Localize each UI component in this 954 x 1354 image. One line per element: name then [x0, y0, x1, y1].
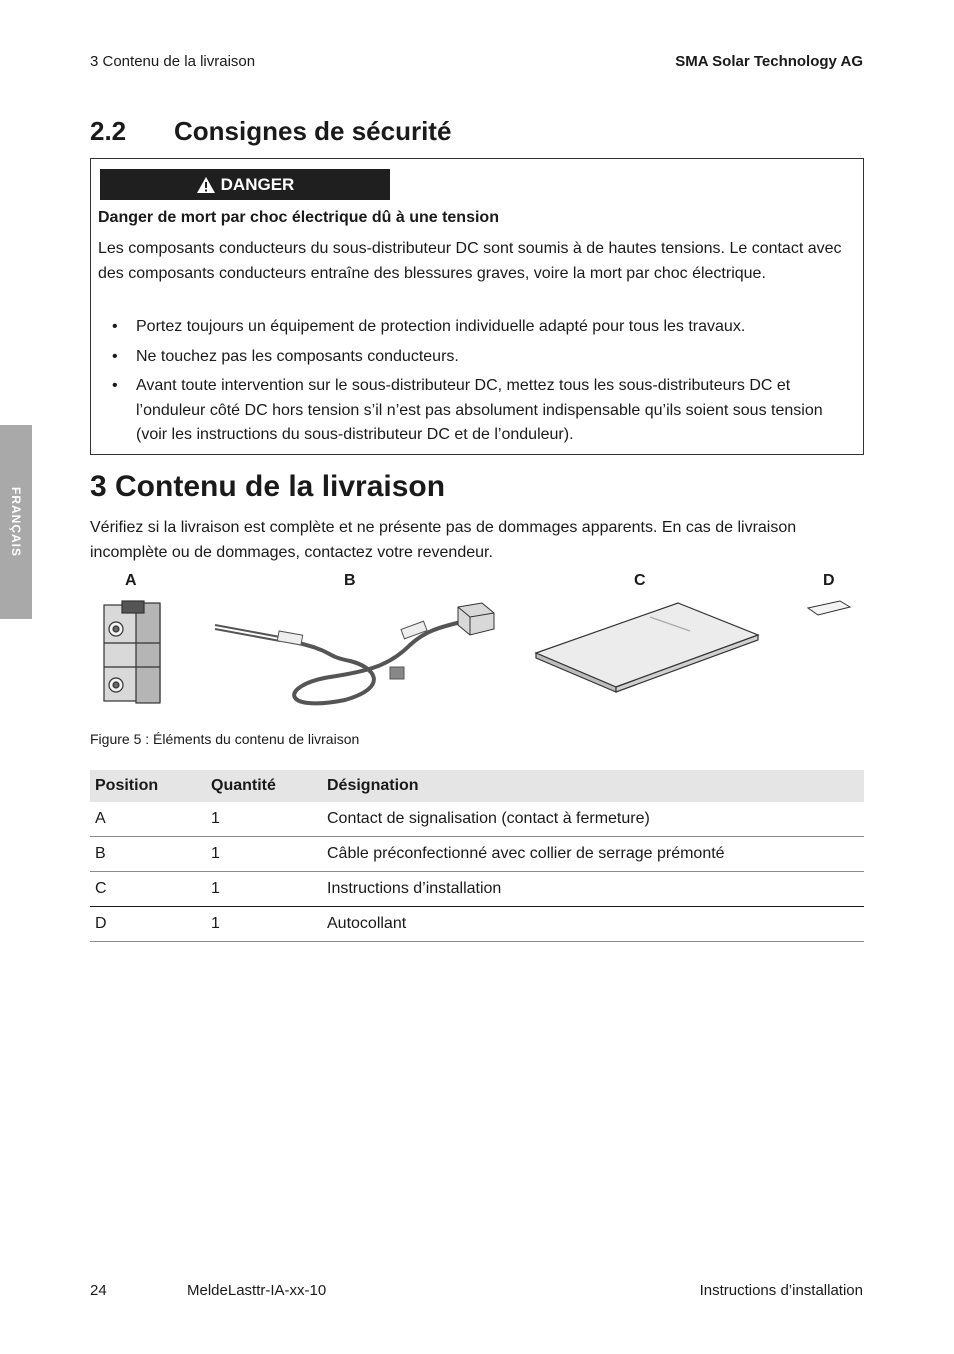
cell-quantity: 1: [206, 872, 322, 907]
warning-triangle-icon: [196, 176, 216, 194]
safety-bullet: • Ne touchez pas les composants conducteurs.: [98, 345, 858, 370]
cell-quantity: 1: [206, 837, 322, 872]
figure-label-a: A: [125, 572, 137, 589]
cell-designation: Autocollant: [322, 907, 864, 942]
figure-label-c: C: [634, 572, 646, 589]
intro-paragraph: Vérifiez si la livraison est complète et ne présente pas de dommages apparents. En cas de livraison incomplète ou de dommages, contactez votre revendeur.: [90, 519, 797, 561]
cell-quantity: 1: [206, 907, 322, 942]
language-tab: [0, 425, 32, 619]
safety-bullet: • Portez toujours un équipement de protection individuelle adapté pour tous les travaux.: [98, 315, 858, 340]
warning-text: Les composants conducteurs du sous-distributeur DC sont soumis à de hautes tensions. Le contact avec des composants conducteurs entraîne des blessures graves, voire la mort par choc électrique.: [98, 240, 842, 282]
cell-position: B: [90, 837, 206, 872]
warning-title: Danger de mort par choc électrique dû à une tension: [98, 209, 499, 226]
header-designation: Désignation: [322, 770, 864, 802]
footer-page-number: 24: [90, 1282, 107, 1299]
delivery-table: [90, 770, 864, 942]
delivery-items-figure: [90, 595, 865, 710]
footer-doc-type: Instructions d’installation: [699, 1282, 863, 1299]
table-row: [90, 872, 864, 907]
cable-drawing: [215, 603, 494, 703]
cell-designation: Câble préconfectionné avec collier de serrage prémonté: [322, 837, 864, 872]
sticker-drawing: [808, 601, 850, 615]
section-number: 2.2: [90, 116, 127, 146]
header-position: Position: [90, 770, 206, 802]
table-row: [90, 837, 864, 872]
section-title: Consignes de sécurité: [174, 116, 452, 146]
cell-position: D: [90, 907, 206, 942]
danger-box: [90, 158, 864, 455]
footer-doc-id: MeldeLasttr-IA-xx-10: [187, 1282, 327, 1299]
header-quantity: Quantité: [206, 770, 322, 802]
danger-label-bar: [100, 169, 390, 200]
figure-label-b: B: [344, 572, 356, 589]
header-chapter: 3 Contenu de la livraison: [90, 53, 256, 70]
table-row: [90, 802, 864, 837]
safety-list: [98, 315, 858, 453]
cell-designation: Instructions d’installation: [322, 872, 864, 907]
figure-label-d: D: [823, 572, 835, 589]
cell-position: C: [90, 872, 206, 907]
section-heading: [90, 116, 451, 147]
header-company: SMA Solar Technology AG: [675, 53, 863, 70]
language-tab-label: FRANÇAIS: [9, 487, 23, 557]
cell-designation: Contact de signalisation (contact à fermeture): [322, 802, 864, 837]
table-row: [90, 907, 864, 942]
figure-caption: Figure 5 : Éléments du contenu de livraison: [90, 731, 360, 747]
manual-drawing: [536, 603, 758, 692]
signal-contact-drawing: [104, 601, 160, 703]
chapter-title: 3 Contenu de la livraison: [90, 470, 446, 503]
cell-position: A: [90, 802, 206, 837]
cell-quantity: 1: [206, 802, 322, 837]
table-header-row: [90, 770, 864, 802]
safety-bullet: • Avant toute intervention sur le sous-distributeur DC, mettez tous les sous-distributeurs DC et l’onduleur côté DC hors tension s’il n’est pas absolument indispensable qu’ils soient sous tension (voir les instructions du sous-distributeur DC et de l’onduleur).: [98, 374, 858, 448]
danger-label: DANGER: [220, 174, 295, 194]
